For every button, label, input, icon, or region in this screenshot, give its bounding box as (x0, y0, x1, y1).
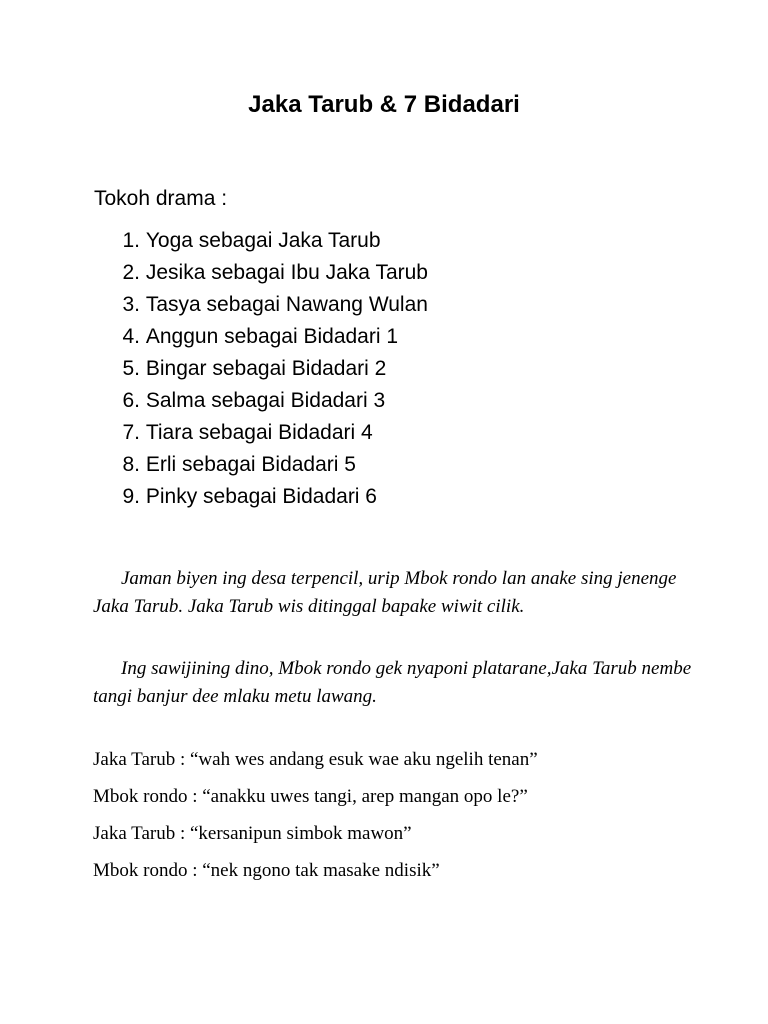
cast-item-text: Jesika sebagai Ibu Jaka Tarub (145, 261, 428, 284)
cast-item-number: 4. (122, 325, 140, 348)
cast-item (112, 452, 428, 484)
dialogue-line: Mbok rondo : “nek ngono tak masake ndisik” (93, 860, 440, 881)
cast-item-text: Erli sebagai Bidadari 5 (145, 453, 356, 476)
cast-item (112, 388, 428, 420)
cast-item (112, 324, 428, 356)
dialogue-line: Jaka Tarub : “wah wes andang esuk wae aku ngelih tenan” (93, 749, 538, 770)
cast-item (112, 420, 428, 452)
cast-item-text: Tasya sebagai Nawang Wulan (145, 293, 428, 316)
cast-item (112, 228, 428, 260)
cast-item-text: Anggun sebagai Bidadari 1 (145, 325, 399, 348)
narration-paragraph: Ing sawijining dino, Mbok rondo gek nyaponi platarane,Jaka Tarub nembe tangi banjur dee mlaku metu lawang. (93, 658, 692, 707)
cast-item-text: Bingar sebagai Bidadari 2 (145, 357, 387, 380)
cast-list (112, 228, 428, 516)
cast-item-number: 7. (122, 421, 140, 444)
narration-paragraph: Jaman biyen ing desa terpencil, urip Mbok rondo lan anake sing jenenge Jaka Tarub. Jaka Tarub wis ditinggal bapake wiwit cilik. (93, 568, 677, 617)
cast-item-text: Yoga sebagai Jaka Tarub (145, 229, 381, 252)
cast-item-number: 6. (122, 389, 140, 412)
cast-item-number: 9. (122, 485, 140, 508)
cast-item-number: 8. (122, 453, 140, 476)
cast-item (112, 356, 428, 388)
cast-item-text: Pinky sebagai Bidadari 6 (145, 485, 377, 508)
cast-item-text: Tiara sebagai Bidadari 4 (145, 421, 373, 444)
cast-item-number: 5. (122, 357, 140, 380)
cast-item-number: 1. (122, 229, 140, 252)
cast-item (112, 292, 428, 324)
cast-item-number: 2. (122, 261, 140, 284)
dialogue-line: Jaka Tarub : “kersanipun simbok mawon” (93, 823, 412, 844)
cast-item (112, 260, 428, 292)
document-title: Jaka Tarub & 7 Bidadari (248, 91, 520, 118)
cast-item (112, 484, 428, 516)
cast-heading: Tokoh drama : (94, 187, 228, 210)
cast-item-text: Salma sebagai Bidadari 3 (145, 389, 386, 412)
cast-item-number: 3. (122, 293, 140, 316)
dialogue-line: Mbok rondo : “anakku uwes tangi, arep mangan opo le?” (93, 786, 528, 807)
